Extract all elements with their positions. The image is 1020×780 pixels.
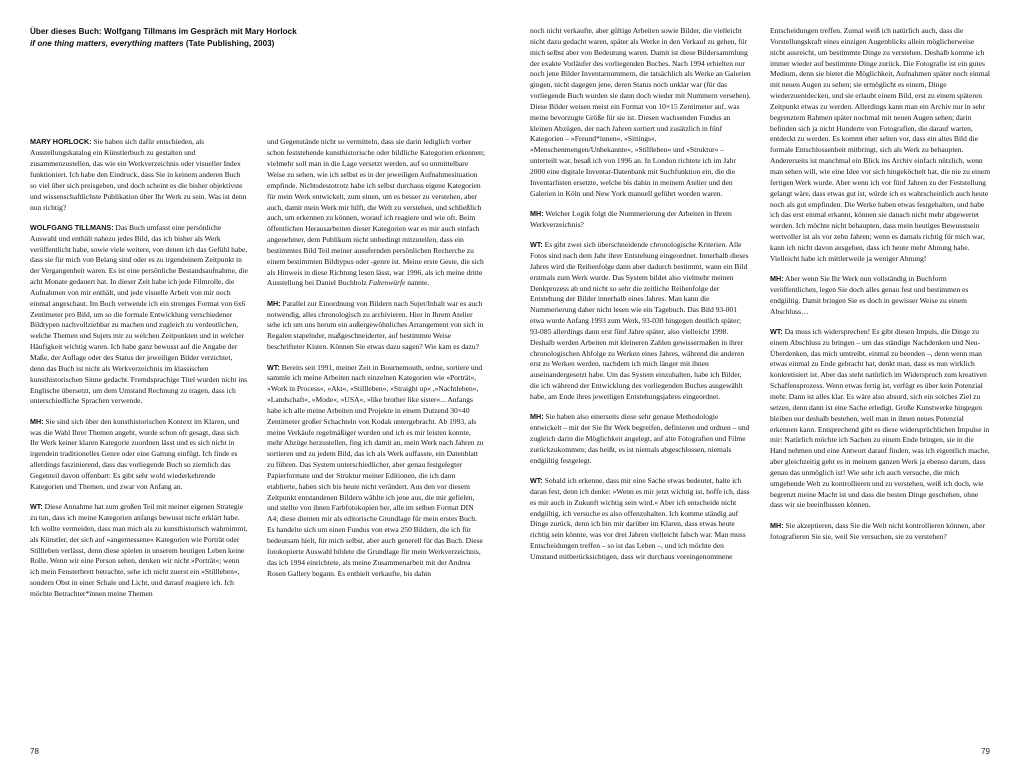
paragraph-text: Das Buch umfasst eine persönliche Auswahl und enthält nahezu jedes Bild, das ich bisher als Werk veröffentlicht habe, sowie viele weitere, von denen ich das Gefühl habe, dass sie für mich von Belang sind oder es zu irgendeinem Zeitpunkt in der Vergangenheit waren. Es ist eine persönliche Bestandsaufnahme, die acht Monate gedauert hat. In dieser Zeit habe ich jede Filmrolle, die Aufnahmen von mir enthält, und jede visuelle Arbeit von mir noch einmal angeschaut. Im Buch verwende ich ein strenges Format von 6x6 Zentimeter pro Bild, um so die formale Entwicklung verschiedener Bildtypen nachvollziehbar zu machen und zugleich zu verdeutlichen, welche Themen und Sujets mir zu welchen Zeitpunkten und in welcher Häufigkeit wichtig waren. Ich habe ganz bewusst auf die Angabe der Maße, der Auflage oder des Status der jeweiligen Bilder verzichtet, denn das Buch ist nicht als Werkverzeichnis im klassischen kunsthistorischen Sinne gedacht. Fremdsprachige Titel wurden nicht ins Englische übersetzt, um dem Umstand Rechnung zu tragen, dass ich unterschiedliche Sprachen verwende. — [30, 222, 248, 406]
page-right — [510, 0, 1020, 780]
paragraph-text: Diese Annahme hat zum großen Teil mit meiner eigenen Strategie zu tun, dass ich meine Kategorien anfangs bewusst nicht erklärt habe. Ich wollte vermeiden, dass man mich als zu kunsthistorisch wahrnimmt, als Künstler, der sich auf »angemessene« Kategorien wie Porträt oder Stillleben verlässt, denn diese spielen in unserem heutigen Leben keine Rolle. Wenn wir eine Person sehen, denken wir nicht »Porträt«; wenn ich mein Fensterbrett betrachte, sehe ich nicht zuerst ein »Stillleben«, sondern Obst in einer Schale und Licht, und darauf reagiere ich. Ich möchte Betrachter*innen meine Themen — [30, 502, 248, 598]
page-number-left: 78 — [30, 747, 39, 756]
paragraph-text: Parallel zur Einordnung von Bildern nach Sujet/Inhalt war es auch notwendig, alles chronologisch zu archivieren. Hier in Ihrem Atelier sehe ich um uns herum ein außergewöhnliches Arrangement von sich in Regalen stapelnder, maßgeschneiderter, auf bestimmte Weise beschrifteter Kisten. Können Sie etwas dazu sagen? Wie kam es dazu? — [267, 298, 484, 352]
running-head — [30, 26, 486, 49]
speaker-label: MARY HORLOCK: — [30, 137, 92, 147]
paragraph-text: Sie akzeptieren, dass Sie die Welt nicht kontrollieren können, aber fotografieren Sie sie, weil Sie versuchen, sie zu verstehen? — [770, 520, 985, 541]
speaker-label: MH: — [30, 416, 44, 426]
paragraph — [267, 363, 485, 580]
paragraph — [530, 412, 751, 466]
paragraph — [30, 502, 248, 600]
page-number-right: 79 — [981, 747, 990, 756]
speaker-label: MH: — [530, 412, 544, 422]
paragraph — [30, 137, 248, 213]
speaker-label: WT: — [267, 362, 280, 372]
paragraph — [770, 521, 991, 543]
paragraph — [530, 209, 751, 231]
running-head-line-1: Über dieses Buch: Wolfgang Tillmans im Gespräch mit Mary Horlock — [30, 27, 297, 36]
paragraph-text: Aber wenn Sie Ihr Werk nun vollständig in Buchform veröffentlichen, legen Sie doch alles genau fest und bestimmen es endgültig. Damit bringen Sie es doch in gewisser Weise zu einem Abschluss… — [770, 274, 969, 316]
paragraph — [267, 299, 485, 353]
speaker-label: WT: — [30, 502, 43, 512]
speaker-label: MH: — [267, 298, 281, 308]
paragraph-text: Es gibt zwei sich überschneidende chronologische Kriterien. Alle Fotos sind nach dem Jahr ihrer Entstehung eingeordnet. Innerhalb dieses Jahres wird die Reihenfolge dann aber dadurch bestimmt, wann ein Bild erstmals zum Werk wurde. Das System bildet also vielmehr meinen Denkprozess ab und nicht so sehr die zeitliche Reihenfolge der Entstehung der Bilder innerhalb eines Jahres. Man kann die Nummerierung daher nicht lesen wie ein Tagebuch. Das Bild 93-001 etwa wurde Anfang 1993 zum Werk, 93-030 hingegen deutlich später; 93-085 allerdings dann erst fünf Jahre später, also vielleicht 1998. Deshalb werden Arbeiten mit kleineren Zahlen gewissermaßen in ihrer chronologischen Abfolge zu Werken eines Jahres, während die anderen erst zu Werken werden, nachdem ich mich länger mit ihnen auseinandergesetzt habe. Um das System einzuhalten, habe ich Bilder, die ich während der Entwicklung des vorliegenden Buches ausgewählt habe, am Ende ihres jeweiligen Entstehungsjahres eingeordnet. — [530, 240, 749, 401]
paragraph-text: noch nicht verkaufte, aber gültige Arbeiten sowie Bilder, die vielleicht nicht dazu gedacht waren, später als Werke in den Verkauf zu gehen, für mich selbst aber von Bedeutung waren. Damit ist diese Bildersammlung der exakte Vorläufer des vorliegenden Buches. Nach 1994 erhielten nur noch jene Bilder Inventarnummern, die tatsächlich als Werke an Galerien gingen, nicht dagegen jene, deren Status noch unklar war (für das vorliegende Buch wurden sie dann doch wieder mit Nummern versehen). Diese Bilder weisen meist ein Format von 10×15 Zentimeter auf, was meine bevorzugte Größe für sie ist. Diesen wachsenden Fundus an kleinen Abzügen, der nach Jahren sortiert und zusätzlich in fünf Kategorien – »Freund*innen«, »Sittings«, »Menschenmengen/Unbekannte«, »Stillleben« und »Struktur« – unterteilt war, besaß ich von 1996 an. In London richtete ich im Jahr 2000 eine digitale Inventar-Datenbank mit Suchfunktion ein, die die Inventarlisten ersetzte, welche bis dahin in meinem Atelier und den Galerien in Köln und New York manuell geführt worden waren. — [530, 26, 751, 198]
column-2 — [267, 137, 485, 599]
column-1 — [30, 137, 248, 599]
paragraph-text: und Gegenstände nicht so vermitteln, dass sie darin lediglich vorher schon feststehende kunsthistorische oder bildliche Kategorien erkennen; vielmehr soll man in die Lage versetzt werden, auf so unmittelbare Weise zu sehen, wie ich selbst es in der jeweiligen Aufnahmesituation empfinde. Nichtsdestotrotz habe ich selbst durchaus eigene Kategorien für mein Werk entwickelt, zum einen, um es besser zu verstehen, aber auch, damit mein Werk mir hilft, die Welt zu verstehen, und schließlich auch, um erkennen zu können, worauf ich reagiere und wie oft. Beim öffentlichen Herausarbeiten dieser Kategorien war es mir auch einfach angenehmer, dem Publikum nicht unbedingt mitzuteilen, dass ein bestimmtes Bild Teil meiner ausufernden persönlichen Recherche zu einem bestimmten Bildtypus oder -genre ist. Meine erste Geste, die sich als Hinweis in diese Richtung lesen lässt, war 1996, als ich meine dritte Ausstellung bei Daniel Buchholz — [267, 137, 485, 288]
exhibition-title-italic: Faltenwürfe — [368, 278, 406, 288]
speaker-label: WT: — [530, 240, 543, 250]
paragraph-text: Sie haben sich dafür entschieden, als Ausstellungskatalog ein Künstlerbuch zu gestalten und zusammenzustellen, das wie ein Werkverzeichnis oder visueller Index funktioniert. Ich habe den Eindruck, dass Sie in keinem anderen Buch so viel über sich preisgeben, und doch scheint es die bisher objektivste und wissenschaftlichste Publikation über Ihr Werk zu sein. Was ist denn nun richtig? — [30, 137, 247, 212]
running-head-line-2 — [30, 38, 486, 50]
paragraph — [267, 137, 485, 289]
paragraph-text: Sobald ich erkenne, dass mir eine Sache etwas bedeutet, halte ich daran fest, denn ich denke: »Wenn es mir jetzt wichtig ist, hoffe ich, dass es mir auch in Zukunft wichtig sein wird.« Aber ich entscheide nicht endgültig, ich versuche es also offenzuhalten. Ich komme ständig auf Dinge zurück, denn ich bin mir darüber im Klaren, dass etwas heute richtig sein könnte, was vor drei Jahren vielleicht falsch war. Man muss Entscheidungen treffen – so ist das Leben –, und ich möchte den Umstand mitberücksichtigen, dass wir durchaus voreingenommene — [530, 476, 750, 561]
column-3 — [530, 26, 751, 563]
paragraph — [530, 26, 751, 200]
paragraph-text: Sie sind sich über den kunsthistorischen Kontext im Klaren, und was die Wahl Ihrer Themen angeht, wurde schon oft gesagt, dass sich Ihr Werk keiner klaren Kategorie zuordnen lässt und es sich nicht in irgendein traditionelles Genre oder eine Gattung einfügt. Ich finde es allerdings faszinierend, dass das vorliegende Buch so ziemlich das Gegenteil davon offenbart: Es gibt sehr wohl wiederkehrende Kategorien und Themen, und zwar von Anfang an. — [30, 416, 240, 491]
paragraph — [770, 26, 991, 265]
paragraph-text: Bereits seit 1991, meiner Zeit in Bournemouth, ordne, sortiere und sammle ich meine Arbeiten nach einzelnen Kategorien wie »Porträt«, »Work in Process«, »Akt«, »Stillleben«, »Straight up« ,»Nachtleben«, »Landschaft«, »Mode«, »USA«, »like brother like sister«... Anfangs habe ich alle meine Arbeiten und Projekte in einem Dutzend 30×40 Zentimeter großer Schachteln von Kodak untergebracht. Ab 1993, als meine Verkäufe regelmäßiger wurden und ich es mir leisten konnte, mehr Abzüge herzustellen, fing ich damit an, mein Werk nach Jahren zu sortieren und zu jedem Bild, das ich als Werk auffasste, ein Datenblatt zu führen. Das System unterschiedlicher, aber genau festgelegter Papierformate und der Struktur meiner Editionen, die ich dann etablierte, haben sich bis heute nicht verändert. Aus den vor diesem Zeitpunkt entstandenen Bildern wählte ich jene aus, die mir gefielen, und stellte von ihnen Farbfotokopien her, alle im selben Format DIN A4; diese dienten mir als editorische Grundlage für mein erstes Buch. Es handelte sich um einen Fundus von etwa 250 Bildern, die ich für bedeutsam hielt, für mich selbst, aber auch generell für das Buch. Diese fotokopierte Auswahl bildete die Grundlage für mein Werkverzeichnis, das ich 1994 einrichtete, als meine Zusammenarbeit mit der Andrea Rosen Gallery begann. Es enthielt verkaufte, bis dahin — [267, 362, 484, 578]
speaker-label: MH: — [530, 209, 544, 218]
speaker-label: WOLFGANG TILLMANS: — [30, 222, 114, 232]
paragraph-text: Welcher Logik folgt die Nummerierung der Arbeiten in Ihrem Werkverzeichnis? — [530, 209, 732, 229]
paragraph-text: Sie haben also einerseits diese sehr genaue Methodologie entwickelt – mit der Sie Ihr Werk begreifen, definieren und ordnen – und zugleich darin die Möglichkeit angelegt, auf alte Fotografien und Filme zurückzukommen; das heißt, es ist niemals abgeschlossen, niemals endgültig festgelegt. — [530, 412, 750, 465]
publisher-note: (Tate Publishing, 2003) — [183, 38, 275, 48]
paragraph — [770, 327, 991, 511]
right-page-columns — [530, 26, 990, 563]
paragraph-text: Entscheidungen treffen. Zumal weiß ich natürlich auch, dass die Vorstellungskraft eines einzigen Augenblicks allein möglicherweise nicht ausreicht, um bestimmte Dinge zu verstehen. Deshalb komme ich immer wieder auf bestimmte Dinge zurück. Die Fotografie ist ein gutes Medium, denn sie bietet die Möglichkeit, Aufnahmen später noch einmal mit neuen Augen zu sehen; sie ermöglicht es einem, Dinge wiederzuentdecken, und sie erlaubt einem Bild, erst zu einem späteren Zeitpunkt etwas zu werden. Allerdings kann man ein Archiv nur in sehr begrenztem Rahmen später nochmal mit neuen Augen sehen; darin befinden sich ja nicht Hunderte von Fotografien, die darauf warten, entdeckt zu werden. Es kommt eher selten vor, dass ein altes Bild die formale Entschlossenheit mitbringt, sich als Werk zu behaupten. Andererseits ist manchmal ein Blick ins Archiv einfach nützlich, wenn man sehen will, wie eine Idee vor sich hingeköchelt hat, die nie zu einem fertigen Werk wurde. Aber wenn ich vor fünf Jahren zu der Feststellung gelangt wäre, dass etwas gut ist, würde ich es wahrscheinlich auch heute noch als gut empfinden. Die Werke haben etwas festgehalten, und habe ich das erst einmal erkannt, können sie danach nicht mehr abgewertet werden. Ich möchte nicht behaupten, dass mein heutiges Bewusstsein wertvoller ist als vor zehn Jahren; wenn es damals richtig für mich war, kann ich nicht davon ausgehen, dass ich heute mehr Ahnung habe. Vielleicht habe ich mittlerweile ja weniger Ahnung! — [770, 26, 991, 263]
paragraph — [30, 417, 248, 493]
book-title-italic: if one thing matters, everything matters — [30, 38, 184, 48]
paragraph — [30, 223, 248, 407]
paragraph-text-tail: nannte. — [405, 278, 430, 288]
speaker-label: WT: — [770, 326, 783, 336]
paragraph — [530, 476, 751, 563]
paragraph-text: Da muss ich widersprechen! Es gibt diesen Impuls, die Dinge zu einem Abschluss zu bringen – um das ständige Nachdenken und Neu-Überdenken, das mich umtreibt, einmal zu beenden –, denn wenn man etwas einmal zu Ende gebracht hat, denkt man, dass es nun wirklich konkretisiert ist. Aber das steht natürlich im Widerspruch zum kreativen Schaffensprozess. Wenn etwas fertig ist, verfügt es über kein Potenzial mehr. Dann ist alles klar. Es wäre also absurd, sich ein solches Ziel zu setzen, denn dann ist eine Sache erledigt. Große Kunstwerke hingegen bleiben nur deshalb bestehen, weil man in ihnen neues Potenzial erkennen kann. Entsprechend gibt es diese widersprüchlichen Impulse in mir: Natürlich möchte ich Sachen zu einem Ende bringen, sie in die Hand nehmen und eine Antwort darauf finden, was ich eigentlich mache, aber gleichzeitig geht es in meinem ganzen Werk ja ebenso darum, dass genau das unmöglich ist! Wie sehr ich auch versuche, die mich umgebende Welt zu kontrollieren und zu verstehen, weiß ich doch, wie begrenzt meine Macht ist und dass die besten Dinge geschehen, ohne dass wir sie beeinflussen können. — [770, 326, 990, 510]
speaker-label: WT: — [530, 476, 543, 486]
column-4 — [770, 26, 991, 563]
paragraph — [530, 240, 751, 403]
speaker-label: MH: — [770, 274, 784, 284]
paragraph — [770, 274, 991, 317]
speaker-label: MH: — [770, 520, 784, 530]
left-page-columns — [30, 137, 486, 599]
